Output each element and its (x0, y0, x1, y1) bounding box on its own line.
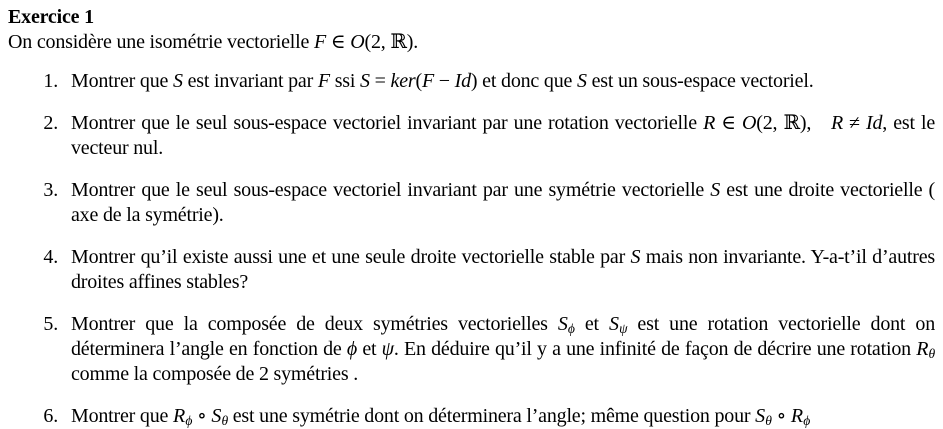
exercise-item-2 (8, 111, 935, 161)
item-text: Montrer que le seul sous-espace vectoriel invariant par une rotation vectorielle R ∈ O(2, ℝ), R ≠ Id, est le vecteur nul. (71, 112, 935, 159)
item-number: 2. (43, 112, 58, 134)
exercise-item-5 (8, 312, 935, 387)
exercise-list (8, 69, 935, 429)
item-text: Montrer qu’il existe aussi une et une seule droite vectorielle stable par S mais non invariante. Y-a-t’il d’autres droites affines stables? (71, 246, 935, 293)
exercise-title: Exercice 1 (8, 6, 94, 28)
exercise-item-3 (8, 178, 935, 228)
item-text: Montrer que $R_\phi$ ∘ $S_\theta$ est une symétrie dont on déterminera l’angle; même question pour $S_\theta$ ∘ $R_\phi$ (71, 405, 811, 429)
item-number: 1. (43, 70, 58, 92)
item-number: 5. (43, 313, 58, 335)
intro-line: On considère une isométrie vectorielle F ∈ O(2, ℝ). (8, 31, 419, 53)
exercise-item-4 (8, 245, 935, 295)
exercise-item-6 (8, 404, 935, 429)
exercise-item-1 (8, 69, 935, 94)
item-number: 4. (43, 246, 58, 268)
item-text: Montrer que S est invariant par F ssi S = ker(F − Id) et donc que S est un sous-espace vectoriel. (71, 70, 814, 92)
item-text: Montrer que le seul sous-espace vectoriel invariant par une symétrie vectorielle S est une droite vectorielle ( axe de la symétrie). (71, 179, 936, 226)
item-number: 6. (43, 405, 58, 427)
item-number: 3. (43, 179, 58, 201)
item-text: Montrer que la composée de deux symétries vectorielles $S_\phi$ et $S_\psi$ est une rotation vectorielle dont on déterminera l’angle en fonction de ϕ et ψ. En déduire qu’il y a une infinité de façon de décrire une rotation $R_\theta$ comme la composée de 2 symétries . (71, 313, 935, 385)
